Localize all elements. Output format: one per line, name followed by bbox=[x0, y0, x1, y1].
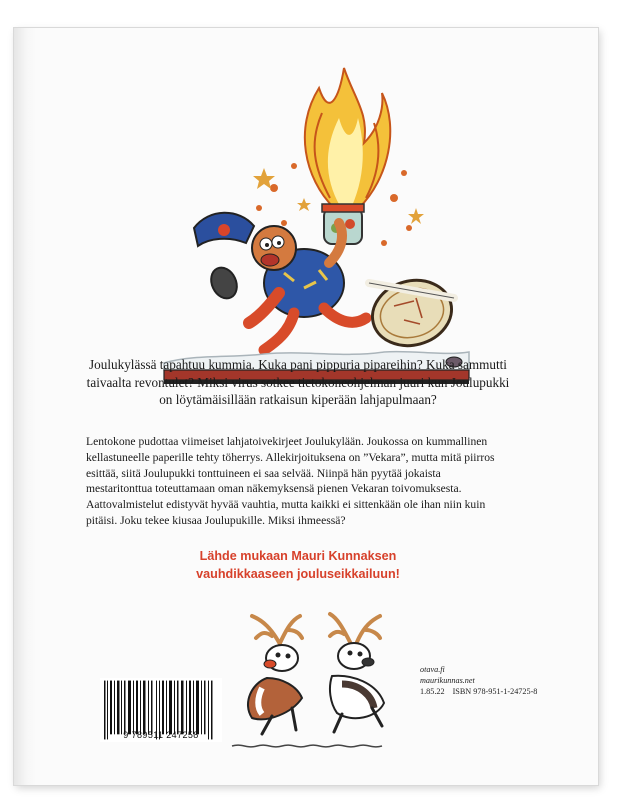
invite-line-1: Lähde mukaan Mauri Kunnaksen bbox=[199, 549, 397, 563]
publisher-site: otava.fi bbox=[420, 665, 445, 674]
spine-shadow bbox=[14, 28, 36, 785]
publisher-info bbox=[420, 664, 580, 697]
blurb-body: Lentokone pudottaa viimeiset lahjatoivekirjeet Joulukylään. Joukossa on kummallinen kellastuneelle paperille tehty töherrys. Allekirjoituksena on ”Vekara”, mutta mitä piirros esittää, siitä Joulupukki tonttuineen ei saa selvää. Niinpä hän pyytää jokaista mestaritonttua toteuttamaan oman näkemyksensä pienen Vekaran toivomuksesta. Aattovalmistelut edistyvät hyvää vauhtia, mutta kaikki ei sittenkään ole ihan niin kuin pitäisi. Joku tekee kiusaa Joulupukille. Miksi ihmeessä? bbox=[86, 435, 495, 527]
blurb-lead: Joulukylässä tapahtuu kummia. Kuka pani pippuria pipareihin? Kuka sammutti taivaalta revontulet? Miksi virus sotkee tietokoneohjelman juuri kun Joulupukki on löytämäisillään ratkaisun kiperään lahjapulmaan? bbox=[86, 357, 510, 408]
reindeer-illustration bbox=[212, 608, 422, 758]
author-site: maurikunnas.net bbox=[420, 676, 475, 685]
class-code: 1.85.22 bbox=[420, 687, 445, 696]
elf-explosion-illustration bbox=[154, 58, 474, 388]
isbn-text: ISBN 978-951-1-24725-8 bbox=[452, 687, 538, 696]
invite-text bbox=[86, 548, 510, 583]
isbn-line bbox=[420, 686, 580, 697]
invite-line-2: vauhdikkaaseen jouluseikkailuun! bbox=[196, 566, 400, 581]
barcode-digits: 9 789511 247258 bbox=[123, 730, 199, 740]
